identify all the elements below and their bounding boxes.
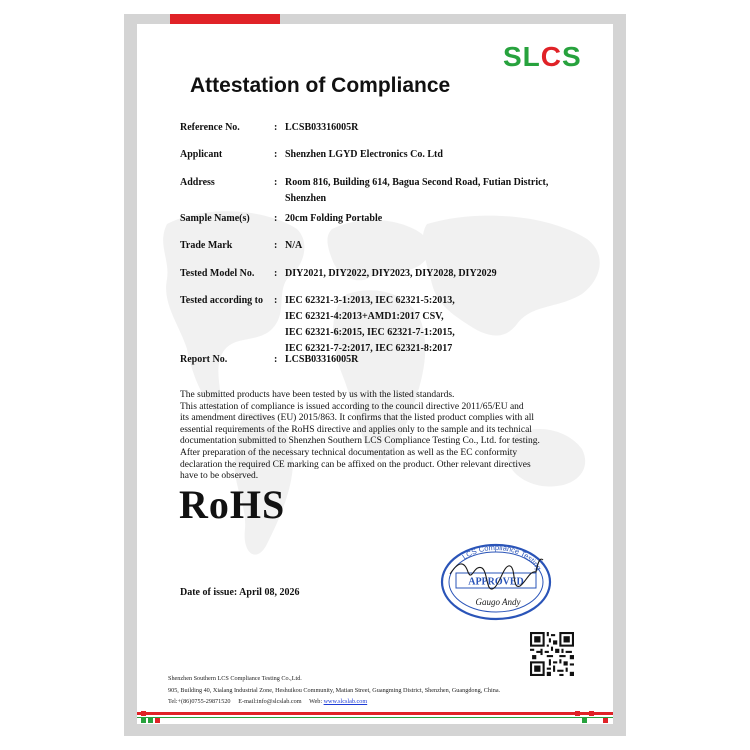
field-value-address: Room 816, Building 614, Bagua Second Road, Futian District, Shenzhen: [285, 177, 549, 204]
paragraph-line: have to be observed.: [180, 471, 259, 482]
field-colon: :: [274, 122, 278, 133]
field-label-sample-name: Sample Name(s): [180, 213, 250, 224]
footer-tel: Tel:+(86)0755-29871520: [168, 698, 231, 705]
corner-square-decoration: [582, 718, 587, 723]
field-label-address: Address: [180, 177, 215, 188]
footer-address: 905, Building 40, Xialang Industrial Zone, Heshuikou Community, Matian Street, Guangming District, Shenzhen, Guangdong, China.: [168, 687, 501, 694]
logo-text-suffix: S: [562, 41, 582, 72]
field-colon: :: [274, 354, 278, 365]
corner-square-decoration: [148, 718, 153, 723]
attestation-paragraph: [180, 390, 565, 483]
field-colon: :: [274, 149, 278, 160]
field-value-applicant: Shenzhen LGYD Electronics Co. Ltd: [285, 149, 443, 160]
footer-web-link[interactable]: www.slcslab.com: [323, 698, 368, 705]
paragraph-line: essential requirements of the RoHS directive and applies only to the sample and its technical: [180, 424, 532, 435]
svg-text:LCS Compliance Testing: [460, 543, 543, 572]
document-title: Attestation of Compliance: [190, 74, 451, 97]
qr-code-icon: [530, 632, 574, 676]
field-colon: :: [274, 213, 278, 224]
stamp-ring-text: LCS Compliance Testing: [460, 542, 544, 572]
paragraph-line: This attestation of compliance is issued according to the council directive 2011/65/EU and: [180, 401, 524, 412]
field-label-applicant: Applicant: [180, 149, 223, 160]
field-colon: :: [274, 240, 278, 251]
issue-date: Date of issue: April 08, 2026: [180, 587, 300, 598]
footer-web-label: Web:: [309, 698, 323, 705]
corner-square-decoration: [141, 718, 146, 723]
field-value-trade-mark: N/A: [285, 240, 303, 251]
footer-green-rule: [137, 717, 613, 718]
slcs-logo: [503, 42, 588, 72]
logo-text-prefix: SL: [503, 41, 541, 72]
field-value-standards: IEC 62321-3-1:2013, IEC 62321-5:2013, IEC 62321-4:2013+AMD1:2017 CSV, IEC 62321-6:2015, IEC 62321-7-1:2015, IEC 62321-7-2:2017, IEC 62321-8:2017: [285, 295, 455, 354]
corner-square-decoration: [141, 711, 146, 716]
footer-company: Shenzhen Southern LCS Compliance Testing Co.,Ltd.: [168, 675, 302, 682]
field-colon: :: [274, 268, 278, 279]
field-label-model-no: Tested Model No.: [180, 268, 255, 279]
field-label-report-no: Report No.: [180, 354, 228, 365]
corner-square-decoration: [589, 711, 594, 716]
field-colon: :: [274, 295, 278, 306]
paragraph-line: After preparation of the necessary technical documentation as well as the EC conformity: [180, 447, 518, 458]
corner-square-decoration: [155, 718, 160, 723]
footer-email: E-mail:info@slcslab.com: [238, 698, 302, 705]
paragraph-line: The submitted products have been tested by us with the listed standards.: [180, 390, 455, 400]
stamp-approved-text: APPROVED: [468, 576, 524, 588]
paragraph-line: declaration the required CE marking can be affixed on the product. Other relevant directives: [180, 459, 531, 470]
logo-text-mid: C: [540, 41, 563, 72]
paragraph-line: its amendment directives (EU) 2015/863. It confirms that the listed product complies with all: [180, 413, 535, 424]
footer-contact: [168, 697, 588, 706]
field-label-trade-mark: Trade Mark: [180, 240, 233, 251]
field-value-reference: LCSB03316005R: [285, 122, 359, 133]
field-label-tested-according: Tested according to: [180, 295, 263, 306]
stamp-signature: Gaugo Andy: [475, 597, 521, 607]
approved-stamp-icon: [438, 542, 553, 622]
field-value-report-no: LCSB03316005R: [285, 354, 359, 365]
corner-square-decoration: [603, 718, 608, 723]
field-colon: :: [274, 177, 278, 188]
field-value-sample-name: 20cm Folding Portable: [285, 213, 383, 224]
field-value-model-no: DIY2021, DIY2022, DIY2023, DIY2028, DIY2029: [285, 268, 497, 279]
rohs-mark: RoHS: [179, 482, 286, 527]
field-label-reference: Reference No.: [180, 122, 240, 133]
corner-square-decoration: [575, 711, 580, 716]
paragraph-line: documentation submitted to Shenzhen Southern LCS Compliance Testing Co., Ltd. for testing.: [180, 436, 540, 447]
footer-red-rule: [137, 712, 613, 715]
